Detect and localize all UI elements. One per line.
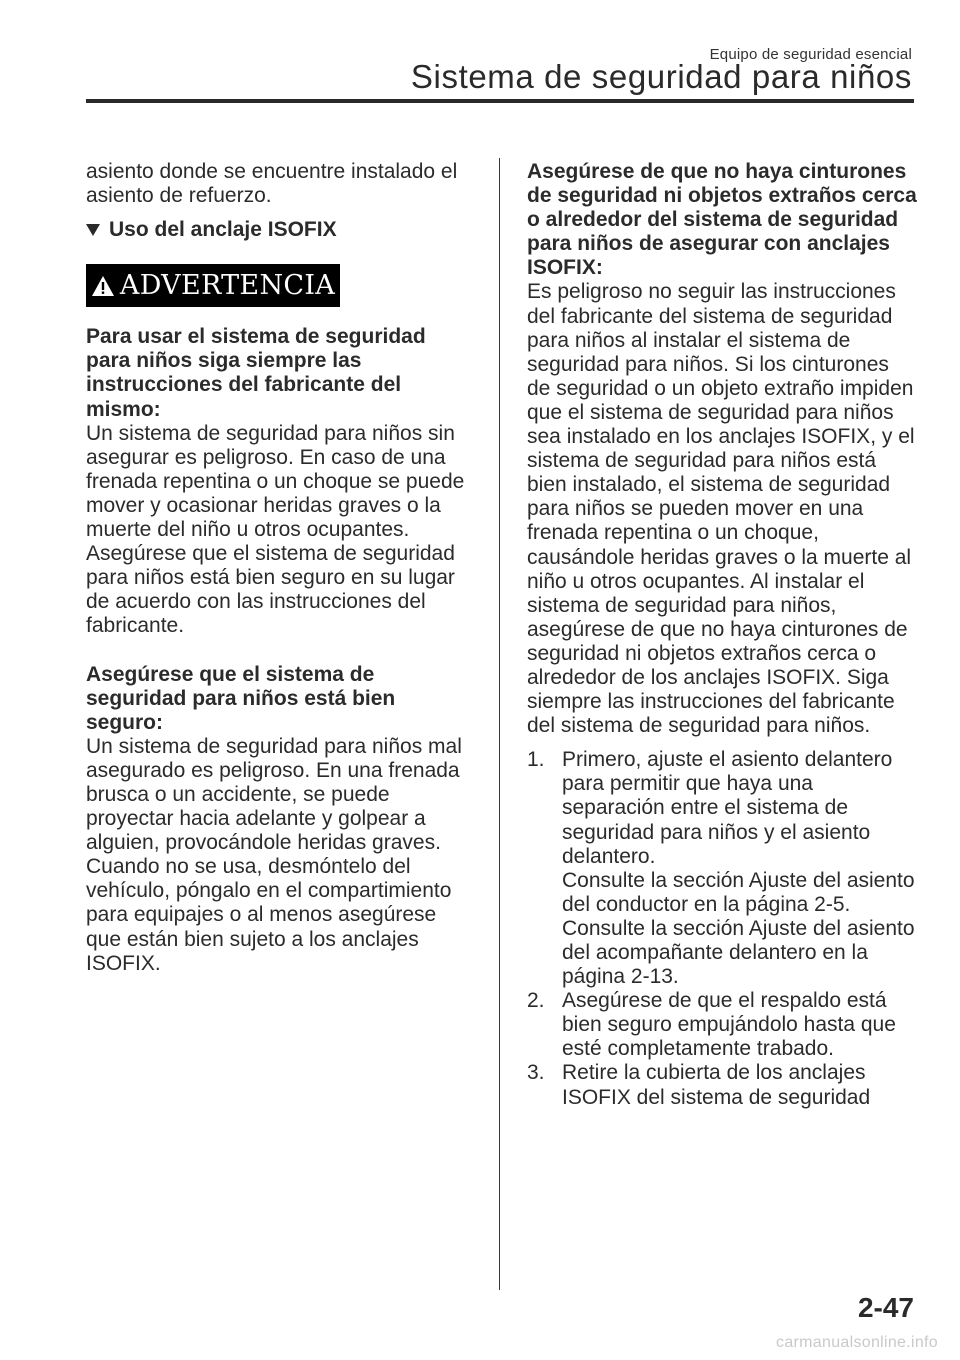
step-item <box>527 989 917 1061</box>
step-item <box>527 748 917 989</box>
step-text: Retire la cubierta de los anclajes ISOFIX del sistema de seguridad <box>562 1061 871 1109</box>
left-column <box>86 160 471 976</box>
step-body <box>562 989 917 1061</box>
subheading-text: Uso del anclaje ISOFIX <box>109 218 337 242</box>
warning-1-body: Un sistema de seguridad para niños sin asegurar es peligroso. En caso de una frenada repentina o un choque se puede mover y ocasionar heridas graves o la muerte del niño u otros ocupantes. Asegúrese que el sistema de seguridad para niños está bien seguro en su lugar de acuerdo con las instrucciones del fabricante. <box>86 421 465 638</box>
section-subheading <box>86 218 471 242</box>
step-text: Asegúrese de que el respaldo está bien seguro empujándolo hasta que esté completamente trabado. <box>562 989 896 1061</box>
steps-list <box>527 748 917 1109</box>
header-divider <box>86 99 914 103</box>
intro-paragraph: asiento donde se encuentre instalado el asiento de refuerzo. <box>86 160 458 208</box>
right-column <box>527 160 917 1110</box>
warning-label: ADVERTENCIA <box>119 269 336 301</box>
step-text: Primero, ajuste el asiento delantero para permitir que haya una separación entre el sistema de seguridad para niños y el asiento delantero. <box>562 748 893 868</box>
warning-icon <box>91 275 115 297</box>
watermark-text: carmanualsonline.info <box>776 1334 938 1351</box>
step-body <box>562 748 917 989</box>
page-number: 2-47 <box>857 1292 914 1323</box>
step-reference: Consulte la sección Ajuste del asiento del acompañante delantero en la página 2-13. <box>562 916 915 989</box>
warning-2-body: Un sistema de seguridad para niños mal asegurado es peligroso. En una frenada brusca o un accidente, se puede proyectar hacia adelante y golpear a alguien, provocándole heridas graves. Cuando no se usa, desmóntelo del vehículo, póngalo en el compartimiento para equipajes o al menos asegúrese que están bien sujeto a los anclajes ISOFIX. <box>86 734 462 975</box>
warning-2-title: Asegúrese que el sistema de seguridad para niños está bien seguro: <box>86 662 396 734</box>
warning-badge <box>86 264 340 307</box>
column-divider <box>499 158 500 1290</box>
triangle-down-icon <box>86 224 100 236</box>
step-reference: Consulte la sección Ajuste del asiento del conductor en la página 2-5. <box>562 868 915 916</box>
page-title: Sistema de seguridad para niños <box>410 58 912 95</box>
section-label: Equipo de seguridad esencial <box>709 46 912 63</box>
step-number: 1. <box>527 748 545 772</box>
warning-3-title: Asegúrese de que no haya cinturones de seguridad ni objetos extraños cerca o alrededor del sistema de seguridad para niños de asegurar con anclajes ISOFIX: <box>527 160 917 280</box>
warning-3-body: Es peligroso no seguir las instrucciones del fabricante del sistema de seguridad para niños al instalar el sistema de seguridad para niños. Si los cinturones de seguridad o un objeto extraño impiden que el sistema de seguridad para niños sea instalado en los anclajes ISOFIX, y el sistema de seguridad para niños está bien instalado, el sistema de seguridad para niños se pueden mover en una frenada repentina o un choque, causándole heridas graves o la muerte al niño u otros ocupantes. Al instalar el sistema de seguridad para niños, asegúrese de que no haya cinturones de seguridad ni objetos extraños cerca o alrededor de los anclajes ISOFIX. Siga siempre las instrucciones del fabricante del sistema de seguridad para niños. <box>527 280 915 738</box>
step-number: 2. <box>527 989 545 1013</box>
warning-1-title: Para usar el sistema de seguridad para niños siga siempre las instrucciones del fabricante del mismo: <box>86 325 426 421</box>
step-body <box>562 1061 917 1109</box>
step-item <box>527 1061 917 1109</box>
step-number: 3. <box>527 1061 545 1085</box>
